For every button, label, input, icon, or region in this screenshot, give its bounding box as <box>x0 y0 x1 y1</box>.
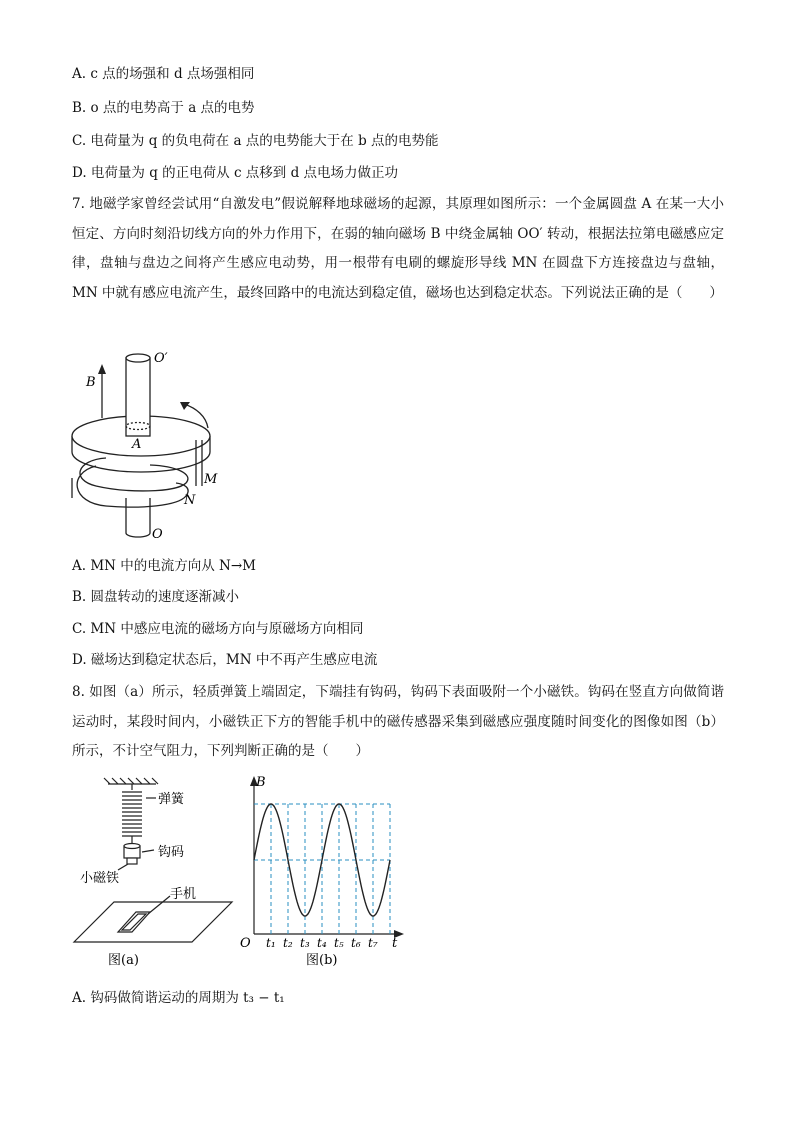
tick-label: t₆ <box>351 936 361 950</box>
label-b-axis: B <box>256 775 266 790</box>
tick-label: t₄ <box>317 936 327 950</box>
q7-option-b: B. 圆盘转动的速度逐渐减小 <box>72 589 240 605</box>
label-m: M <box>204 472 218 487</box>
label-a: A <box>132 437 142 452</box>
label-spring: 弹簧 <box>158 792 185 807</box>
label-t-axis: t <box>392 936 398 951</box>
label-phone: 手机 <box>170 887 197 902</box>
tick-label: t₇ <box>368 936 378 950</box>
caption-b: 图(b) <box>306 953 338 968</box>
q7-option-c: C. MN 中感应电流的磁场方向与原磁场方向相同 <box>72 621 364 637</box>
label-o-prime: O′ <box>154 351 168 366</box>
q8-figure-a <box>66 774 236 970</box>
q6-option-d: D. 电荷量为 q 的正电荷从 c 点移到 d 点电场力做正功 <box>72 165 399 181</box>
label-n: N <box>184 493 196 508</box>
q7-dynamo-figure <box>66 348 226 548</box>
tick-label: t₃ <box>300 936 310 950</box>
label-weight: 钩码 <box>158 845 185 860</box>
q7-option-a: A. MN 中的电流方向从 N→M <box>72 558 256 574</box>
label-magnet: 小磁铁 <box>80 871 120 886</box>
q6-option-a: A. c 点的场强和 d 点场强相同 <box>72 66 255 82</box>
q6-option-b: B. o 点的电势高于 a 点的电势 <box>72 100 255 116</box>
label-o: O <box>152 527 163 542</box>
tick-label: t₅ <box>334 936 344 950</box>
q6-option-c: C. 电荷量为 q 的负电荷在 a 点的电势能大于在 b 点的电势能 <box>72 133 439 149</box>
tick-label: t₂ <box>283 936 293 950</box>
q7-stem: 7. 地磁学家曾经尝试用“自激发电”假说解释地球磁场的起源，其原理如图所示：一个金属圆盘 A 在某一大小恒定、方向时刻沿切线方向的外力作用下，在弱的轴向磁场 B 中绕金属轴 OO′ 转动，根据法拉第电磁感应定律，盘轴与盘边之间将产生感应电动势，用一根带有电刷的螺旋形导线 MN 在圆盘下方连接盘边与盘轴，MN 中就有感应电流产生，最终回路中的电流达到稳定值，磁场也达到稳定状态。下列说法正确的是（ ） <box>72 196 724 301</box>
label-origin: O <box>240 936 251 951</box>
caption-a: 图(a) <box>108 953 139 968</box>
q7-option-d: D. 磁场达到稳定状态后，MN 中不再产生感应电流 <box>72 652 378 668</box>
tick-label: t₁ <box>266 936 276 950</box>
q8-stem: 8. 如图（a）所示，轻质弹簧上端固定，下端挂有钩码，钩码下表面吸附一个小磁铁。钩码在竖直方向做简谐运动时，某段时间内，小磁铁正下方的智能手机中的磁传感器采集到磁感应强度随时间变化的图像如图（b）所示，不计空气阻力，下列判断正确的是（ ） <box>72 684 725 759</box>
label-b: B <box>86 375 96 390</box>
q8-figure-b <box>236 772 410 970</box>
q8-option-a: A. 钩码做简谐运动的周期为 t₃ − t₁ <box>72 990 285 1006</box>
